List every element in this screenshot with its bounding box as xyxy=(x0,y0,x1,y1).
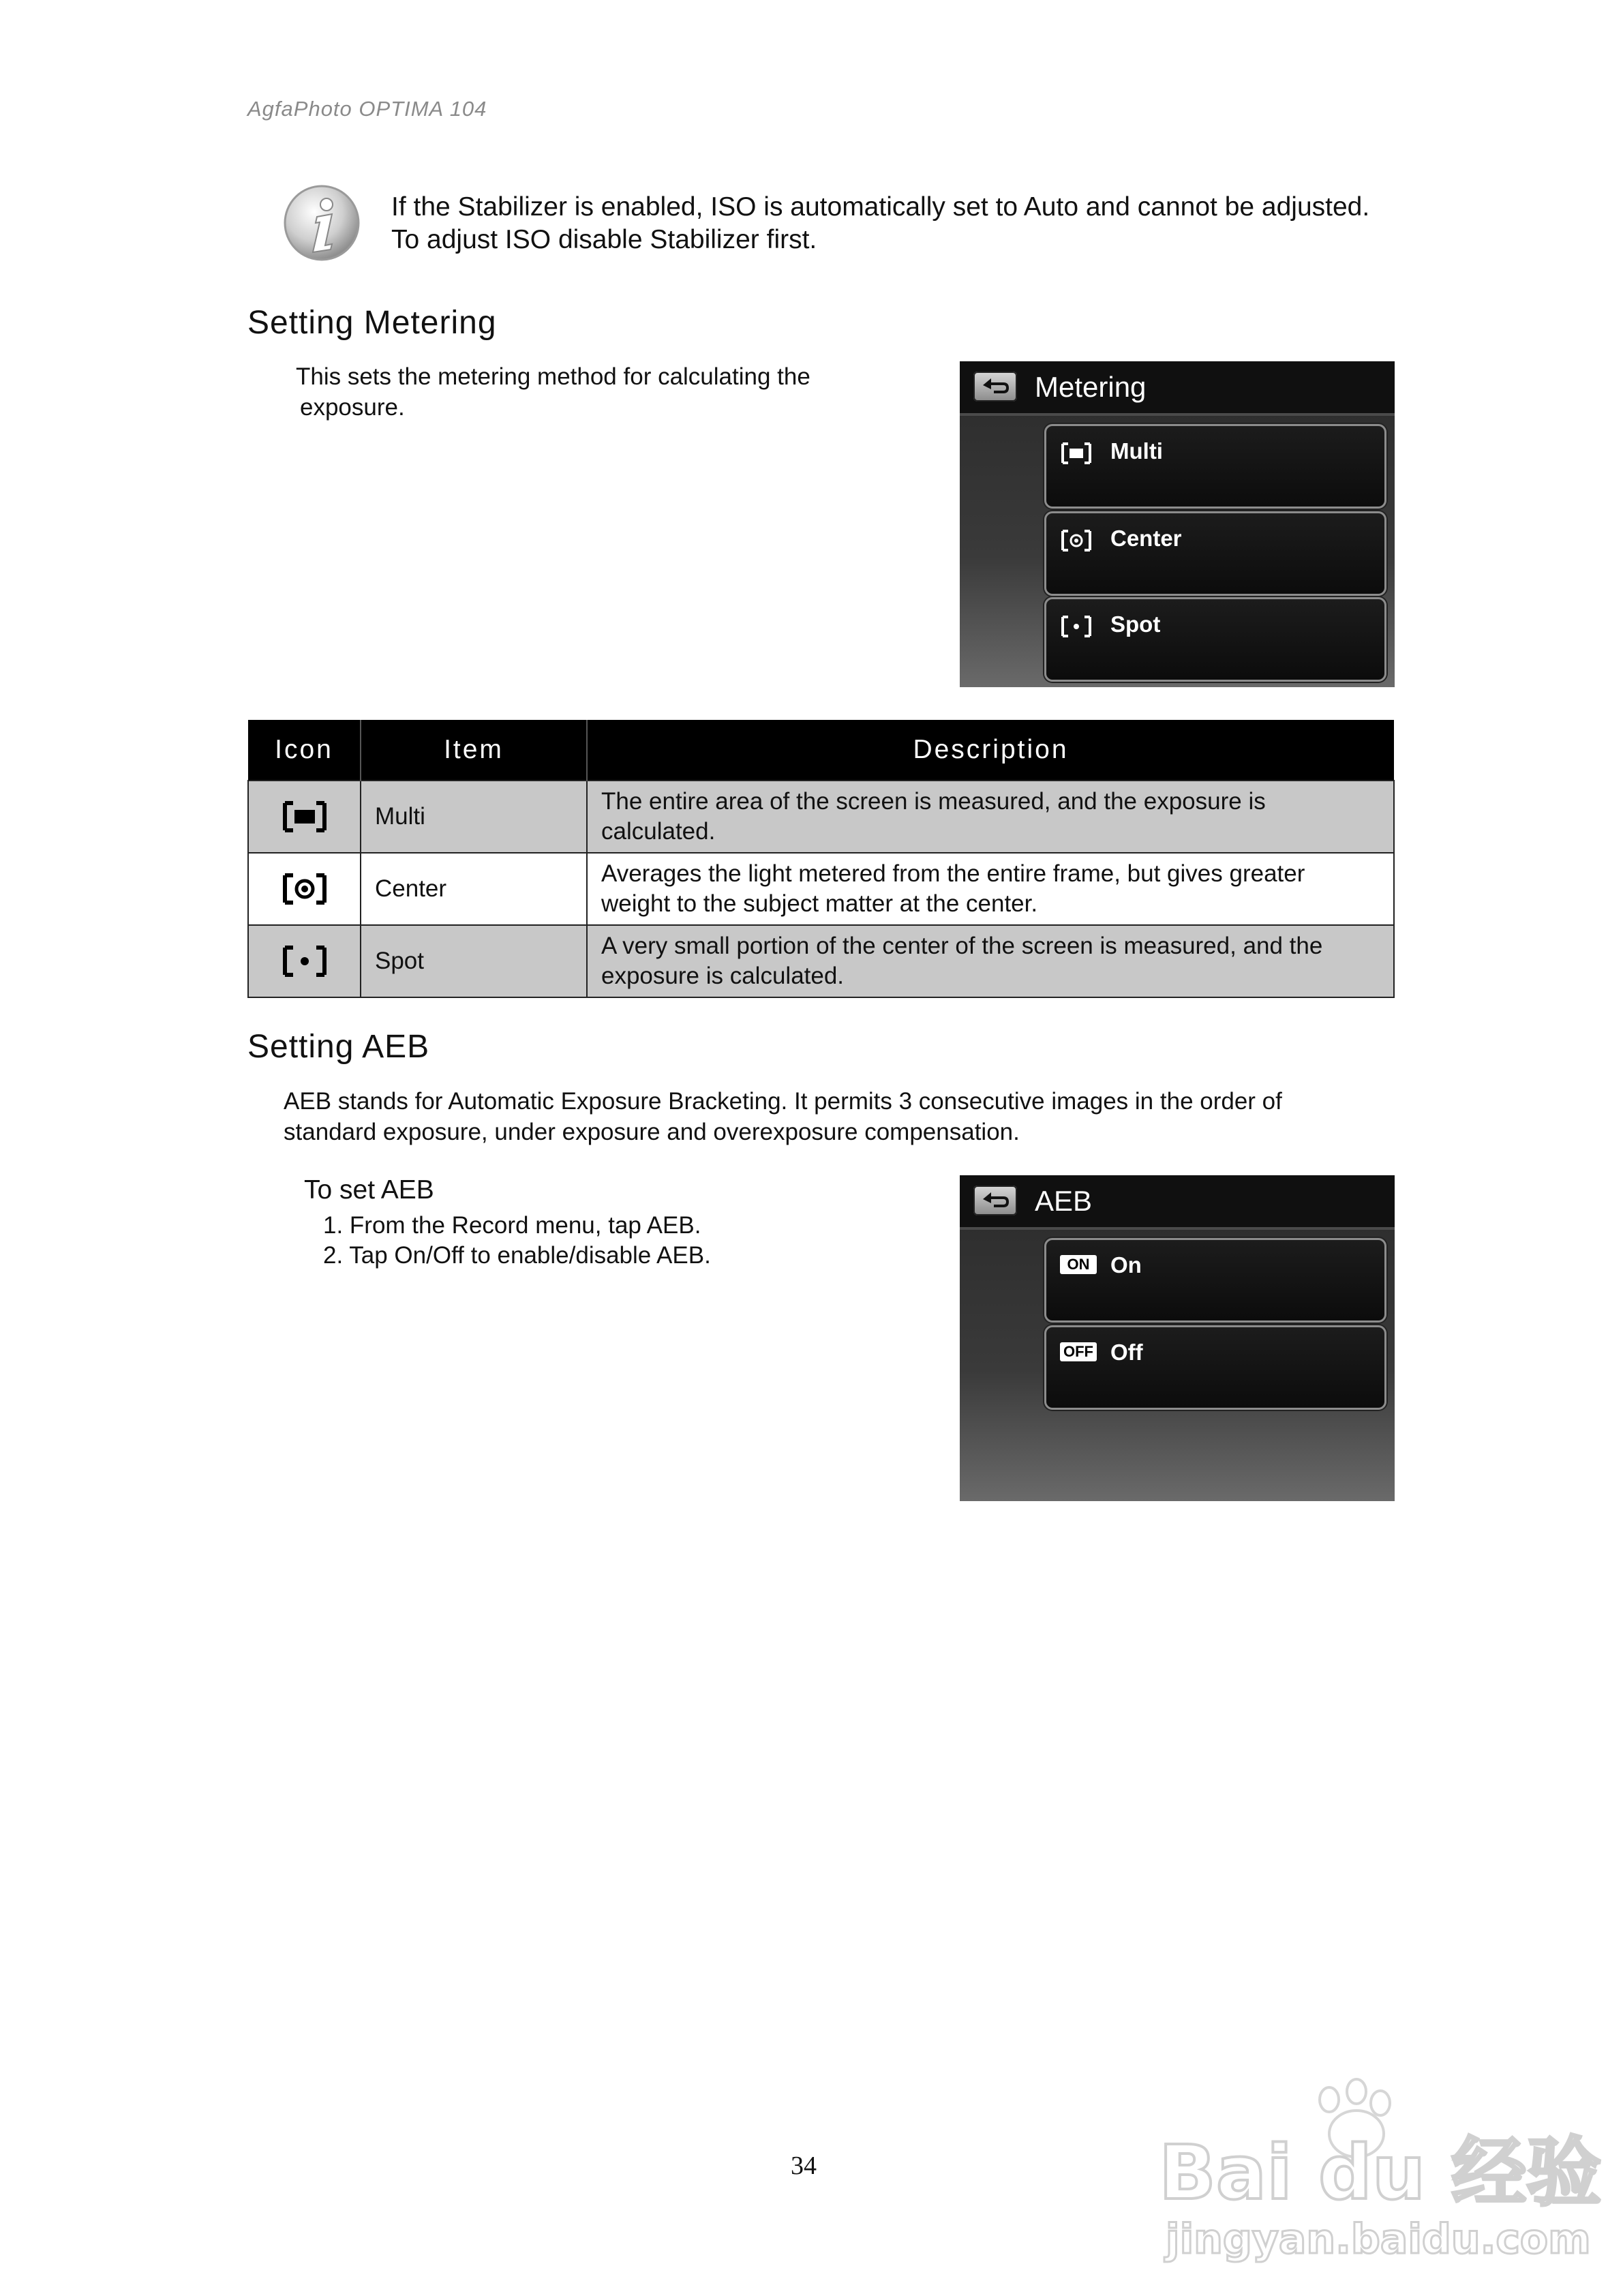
on-badge-icon: ON xyxy=(1060,1255,1097,1274)
item-cell: Multi xyxy=(361,781,587,853)
desc-line: A very small portion of the center of the screen is measured, and the xyxy=(601,933,1323,959)
watermark-line1: Bai du 经验 xyxy=(1159,2129,1602,2216)
note-line: To adjust ISO disable Stabilizer first. xyxy=(391,225,817,254)
option-label: Multi xyxy=(1110,438,1163,464)
intro-line: This sets the metering method for calculating the xyxy=(296,363,810,390)
item-cell: Spot xyxy=(361,925,587,997)
page-number: 34 xyxy=(791,2151,817,2180)
aeb-screen xyxy=(960,1175,1395,1501)
screen-title: AEB xyxy=(1035,1185,1093,1217)
back-button[interactable] xyxy=(973,1185,1017,1215)
multi-metering-icon xyxy=(281,800,329,834)
back-button[interactable] xyxy=(973,372,1017,402)
baidu-watermark xyxy=(1152,2072,1602,2263)
center-metering-icon xyxy=(281,872,329,906)
aeb-steps-title: To set AEB xyxy=(304,1175,434,1205)
option-spot[interactable] xyxy=(1044,597,1386,682)
screen-titlebar xyxy=(960,361,1395,416)
note-line: If the Stabilizer is enabled, ISO is automatically set to Auto and cannot be adjusted. xyxy=(391,192,1370,222)
description-cell xyxy=(587,781,1394,853)
step-item: 1. From the Record menu, tap AEB. xyxy=(323,1212,701,1239)
desc-line: Averages the light metered from the entire frame, but gives greater xyxy=(601,860,1305,887)
option-label: On xyxy=(1110,1252,1142,1278)
option-label: Off xyxy=(1110,1340,1143,1365)
off-badge-icon: OFF xyxy=(1060,1342,1097,1361)
desc-line: weight to the subject matter at the center. xyxy=(601,890,1038,917)
table-row xyxy=(248,925,1394,997)
screen-titlebar xyxy=(960,1175,1395,1230)
center-metering-icon xyxy=(1060,528,1093,553)
column-header: Item xyxy=(361,720,587,781)
desc-line: The entire area of the screen is measured, and the exposure is xyxy=(601,788,1266,815)
description-cell xyxy=(587,853,1394,925)
intro-line: AEB stands for Automatic Exposure Bracketing. It permits 3 consecutive images in the order of xyxy=(284,1088,1282,1115)
table-row xyxy=(248,853,1394,925)
screen-title: Metering xyxy=(1035,371,1147,403)
table-row xyxy=(248,781,1394,853)
option-multi[interactable] xyxy=(1044,424,1386,509)
column-header: Icon xyxy=(248,720,361,781)
watermark-line2: jingyan.baidu.com xyxy=(1166,2216,1591,2263)
info-icon xyxy=(283,184,361,262)
back-arrow-icon xyxy=(973,1185,1017,1215)
desc-line: calculated. xyxy=(601,818,716,845)
aeb-steps xyxy=(323,1211,937,1271)
intro-line: standard exposure, under exposure and overexposure compensation. xyxy=(284,1119,1020,1145)
column-header: Description xyxy=(587,720,1394,781)
icon-cell xyxy=(248,925,361,997)
multi-metering-icon xyxy=(1060,441,1093,466)
option-off[interactable] xyxy=(1044,1325,1386,1410)
intro-line: exposure. xyxy=(300,394,405,421)
option-on[interactable] xyxy=(1044,1238,1386,1323)
option-label: Center xyxy=(1110,526,1182,551)
option-label: Spot xyxy=(1110,611,1161,637)
back-arrow-icon xyxy=(973,372,1017,402)
description-cell xyxy=(587,925,1394,997)
icon-cell xyxy=(248,781,361,853)
metering-table xyxy=(247,720,1395,998)
item-cell: Center xyxy=(361,853,587,925)
metering-heading: Setting Metering xyxy=(247,305,497,341)
spot-metering-icon xyxy=(281,944,329,978)
stabilizer-note xyxy=(391,191,1400,256)
document-header: AgfaPhoto OPTIMA 104 xyxy=(247,97,487,121)
aeb-heading: Setting AEB xyxy=(247,1029,430,1065)
metering-intro xyxy=(296,361,909,423)
step-item: 2. Tap On/Off to enable/disable AEB. xyxy=(323,1242,711,1269)
icon-cell xyxy=(248,853,361,925)
desc-line: exposure is calculated. xyxy=(601,963,845,989)
option-center[interactable] xyxy=(1044,511,1386,596)
aeb-intro xyxy=(284,1086,1401,1147)
metering-screen xyxy=(960,361,1395,687)
spot-metering-icon xyxy=(1060,614,1093,639)
table-header-row xyxy=(248,720,1394,781)
